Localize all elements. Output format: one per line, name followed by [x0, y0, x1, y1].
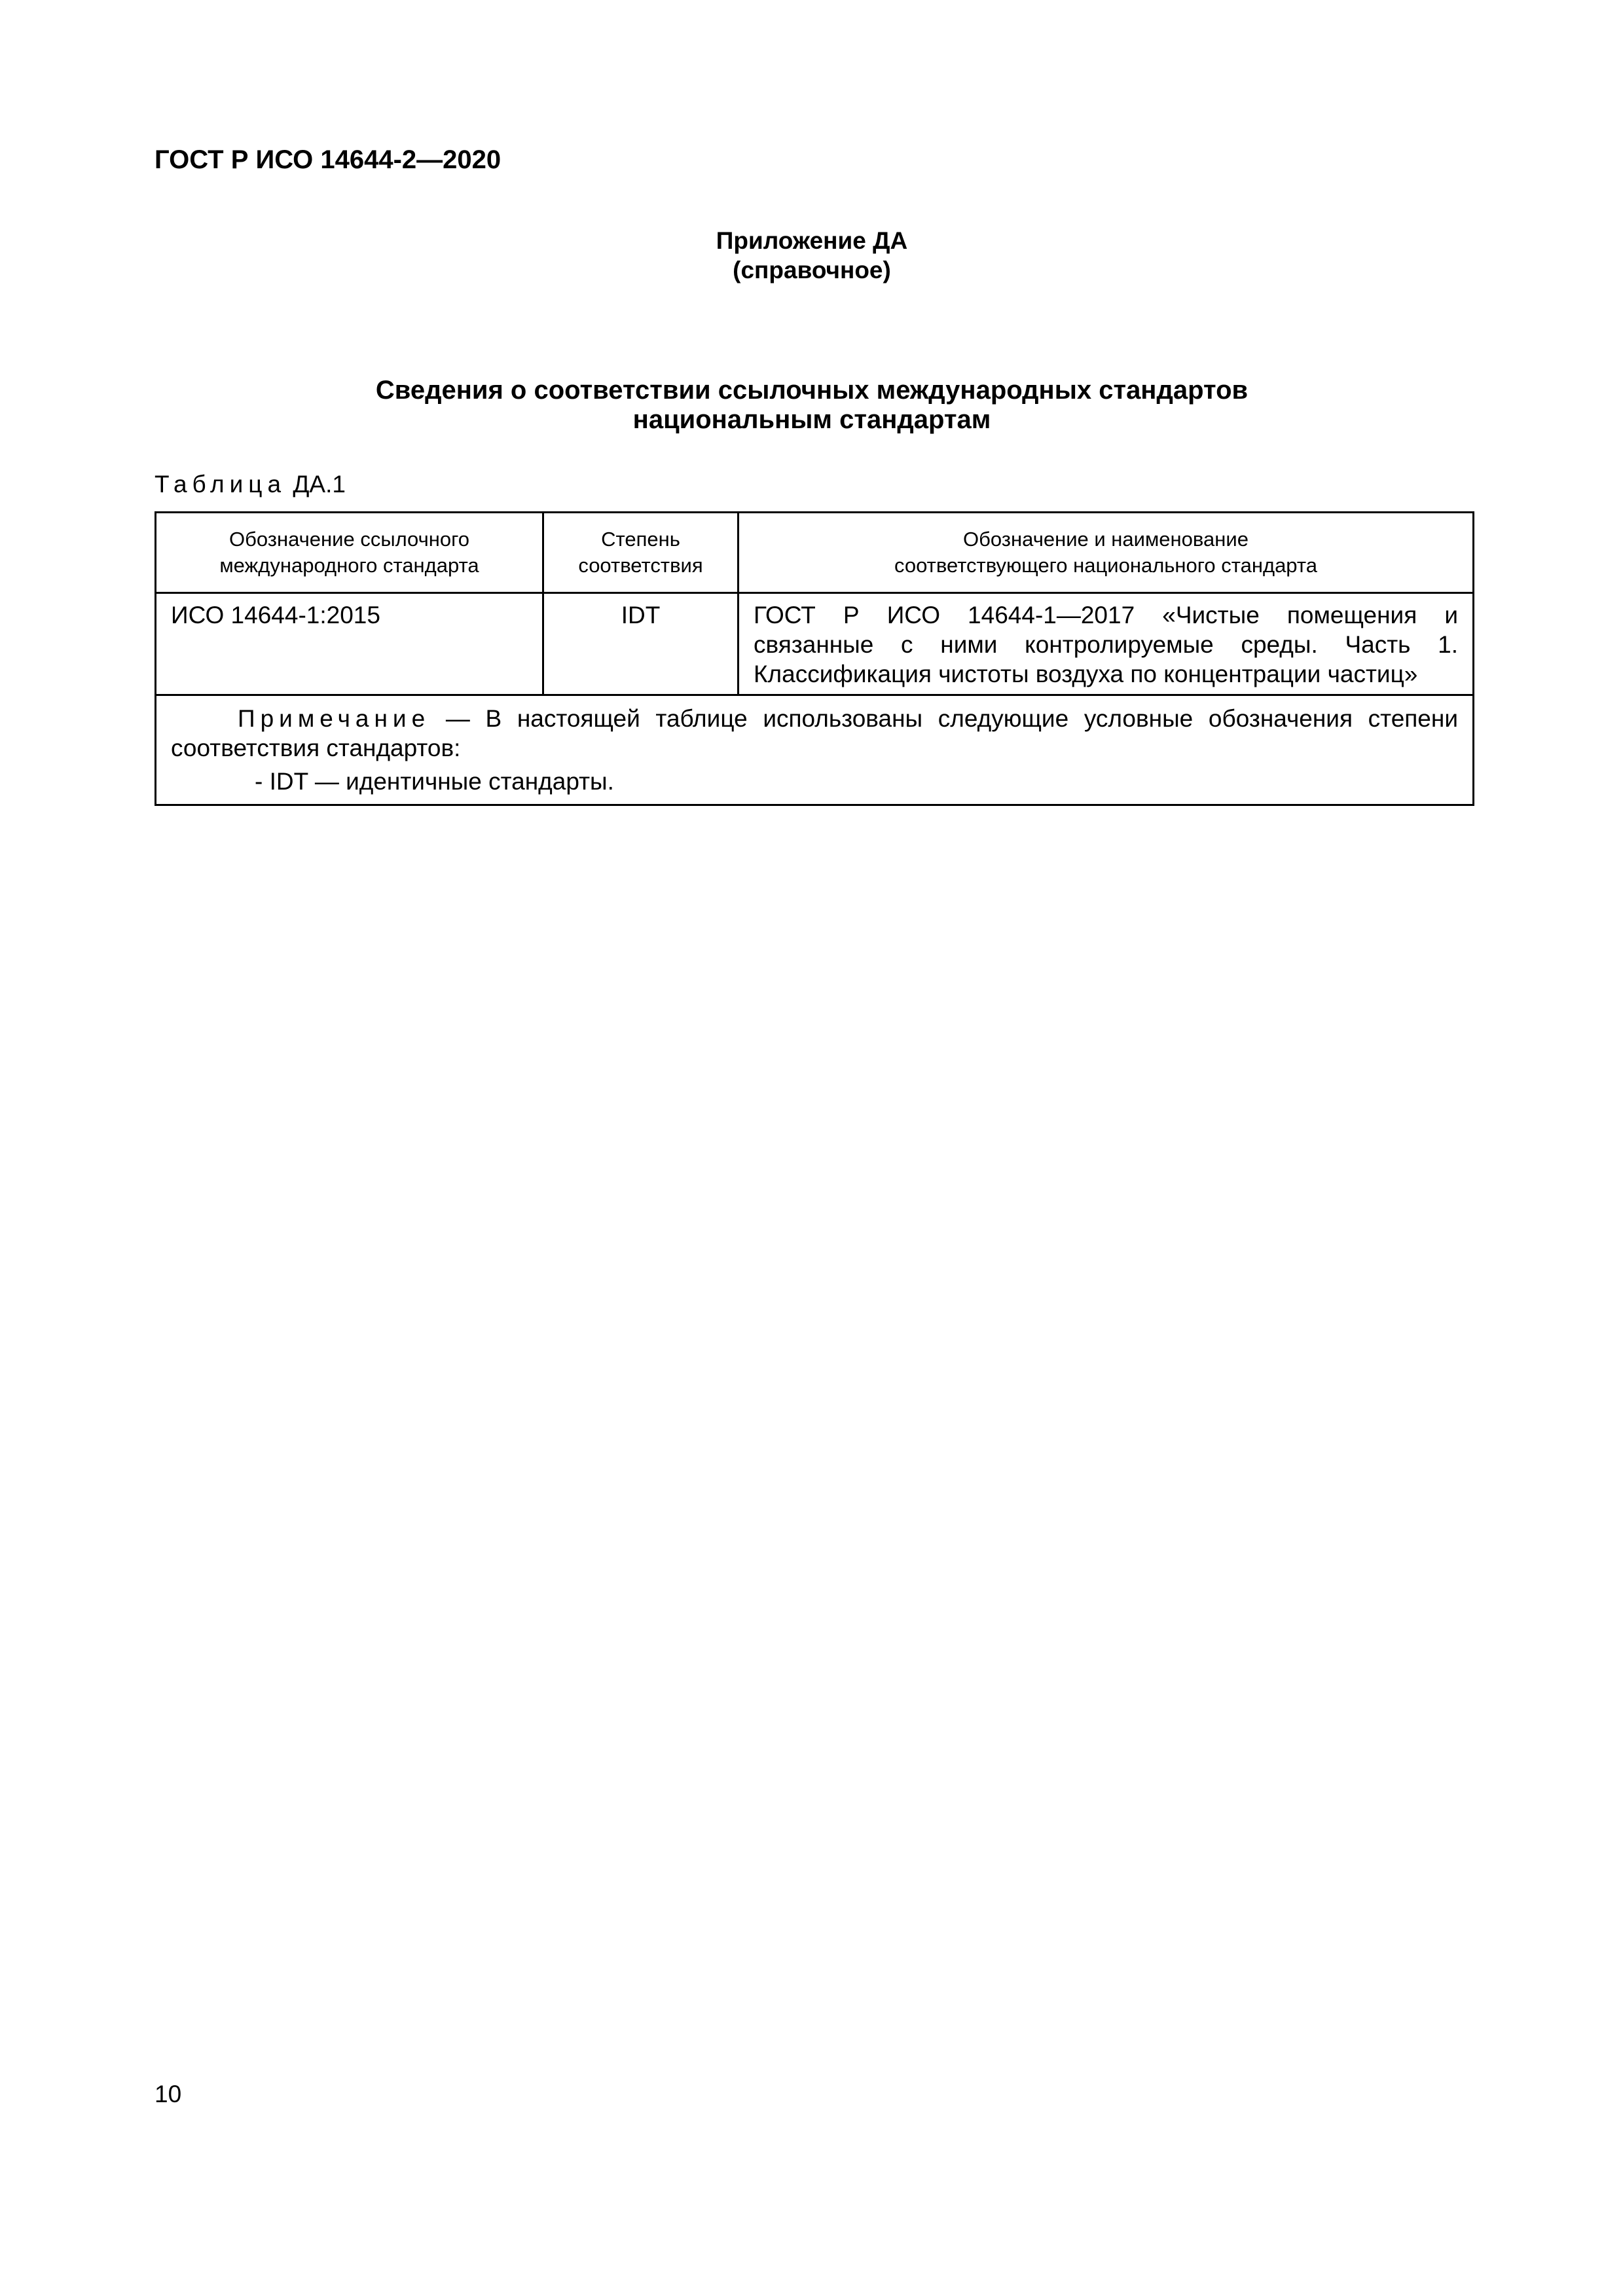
table-caption-number: ДА.1	[293, 471, 346, 498]
header-national-standard	[739, 513, 1474, 593]
header-degree	[543, 513, 739, 593]
header-cell-line: Обозначение ссылочного	[229, 528, 469, 551]
note-body: — В настоящей таблице использованы следующие условные обозначения степени соответствия стандартов:	[171, 705, 1458, 761]
correspondence-table	[155, 511, 1474, 806]
header-cell-line: международного стандарта	[219, 554, 479, 577]
appendix-title: Приложение ДА	[716, 227, 908, 254]
cell-degree: IDT	[543, 593, 739, 695]
table-caption-label: Таблица	[155, 471, 287, 498]
table-caption	[155, 471, 346, 498]
table-note-row	[156, 695, 1474, 805]
header-cell-line: Обозначение и наименование	[963, 528, 1249, 551]
header-cell-line: соответствия	[578, 554, 703, 577]
header-international-standard	[156, 513, 543, 593]
cell-international-standard: ИСО 14644-1:2015	[156, 593, 543, 695]
section-title-line-1: Сведения о соответствии ссылочных международных стандартов	[375, 376, 1249, 405]
note-text	[171, 704, 1458, 763]
note-label: Примечание	[238, 705, 431, 732]
document-code: ГОСТ Р ИСО 14644-2—2020	[155, 145, 501, 174]
table-header-row	[156, 513, 1474, 593]
appendix-subtitle: (справочное)	[733, 257, 891, 283]
note-list-item: - IDT — идентичные стандарты.	[255, 768, 614, 795]
table-note	[156, 695, 1474, 805]
cell-national-standard: ГОСТ Р ИСО 14644-1—2017 «Чистые помещения и связанные с ними контролируемые среды. Часть 1. Классификация чистоты воздуха по концентрации частиц»	[739, 593, 1474, 695]
page-number: 10	[155, 2081, 182, 2107]
section-title	[262, 376, 1362, 435]
section-title-line-2: национальным стандартам	[632, 405, 991, 434]
header-cell-line: Степень	[601, 528, 680, 551]
header-cell-line: соответствующего национального стандарта	[894, 554, 1317, 577]
table-row	[156, 593, 1474, 695]
appendix-heading	[655, 226, 969, 285]
